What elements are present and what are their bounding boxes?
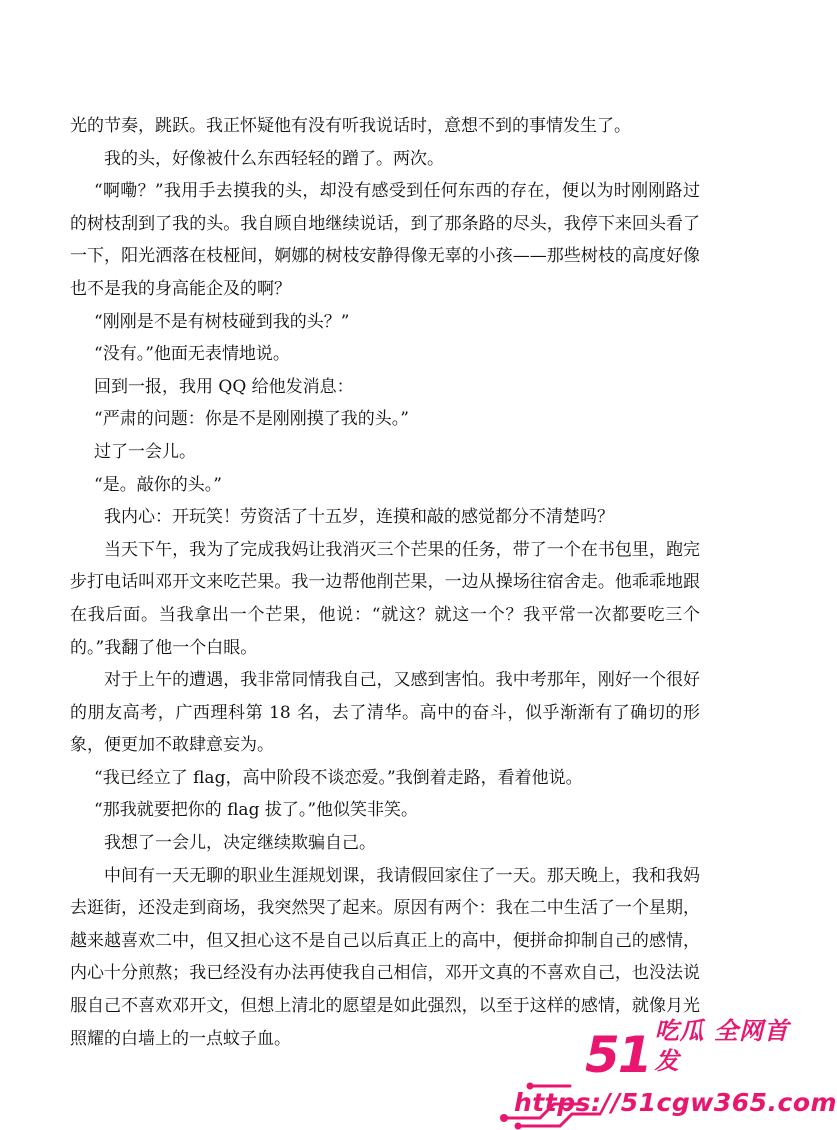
body-text [70,110,700,1055]
paragraph: “严肃的问题：你是不是刚刚摸了我的头。” [94,409,409,430]
paragraph: “我已经立了 flag，高中阶段不谈恋爱。”我倒着走路，看着他说。 [94,767,583,788]
watermark-logo-text: 吃瓜 全网首发 [654,1017,789,1075]
paragraph: 光的节奏，跳跃。我正怀疑他有没有听我说话时，意想不到的事情发生了。 [70,116,631,136]
watermark-url: https://51cgw365.com [514,1088,837,1117]
paragraph: 我内心：开玩笑！劳资活了十五岁，连摸和敲的感觉都分不清楚吗？ [104,507,614,528]
paragraph: 过了一会儿。 [94,441,196,462]
paragraph: “刚刚是不是有树枝碰到我的头？” [94,311,350,332]
paragraph: 当天下午，我为了完成我妈让我消灭三个芒果的任务，带了一个在书包里，跑完步打电话叫邓开文来吃芒果。我一边帮他削芒果，一边从操场往宿舍走。他乖乖地跟在我后面。当我拿出一个芒果，他说：“就这？就这一个？我平常一次都要吃三个的。”我翻了他一个白眼。 [70,539,700,658]
paragraph: 回到一报，我用 QQ 给他发消息： [94,376,354,397]
watermark-logo [585,1017,800,1084]
paragraph: 中间有一天无聊的职业生涯规划课，我请假回家住了一天。那天晚上，我和我妈去逛街，还没走到商场，我突然哭了起来。原因有两个：我在二中生活了一个星期，越来越喜欢二中，但又担心这不是自己以后真正上的高中，便拼命抑制自己的感情，内心十分煎熬；我已经没有办法再使我自己相信，邓开文真的不喜欢自己，也没法说服自己不喜欢邓开文，但想上清北的愿望是如此强烈，以至于这样的感情，就像月光照耀的白墙上的一点蚊子血。 [70,865,700,1049]
paragraph: “是。敲你的头。” [94,474,222,495]
paragraph: “没有。”他面无表情地说。 [94,344,290,365]
paragraph: “那我就要把你的 flag 拔了。”他似笑非笑。 [94,800,419,821]
paragraph: 对于上午的遭遇，我非常同情我自己，又感到害怕。我中考那年，刚好一个很好的朋友高考，广西理科第 18 名，去了清华。高中的奋斗，似乎渐渐有了确切的形象，便更加不敢肆意妄为。 [70,670,700,756]
paragraph: 我想了一会儿，决定继续欺骗自己。 [104,833,376,854]
watermark-logo-number: 51 [585,1026,651,1084]
paragraph: “啊嘞？”我用手去摸我的头，却没有感受到任何东西的存在，便以为时刚刚路过的树枝刮到了我的头。我自顾自地继续说话，到了那条路的尽头，我停下来回头看了一下，阳光洒落在枝桠间，婀娜的树枝安静得像无辜的小孩——那些树枝的高度好像也不是我的身高能企及的啊？ [70,181,700,299]
paragraph: 我的头，好像被什么东西轻轻的蹭了。两次。 [104,148,444,169]
watermark [500,1017,837,1130]
